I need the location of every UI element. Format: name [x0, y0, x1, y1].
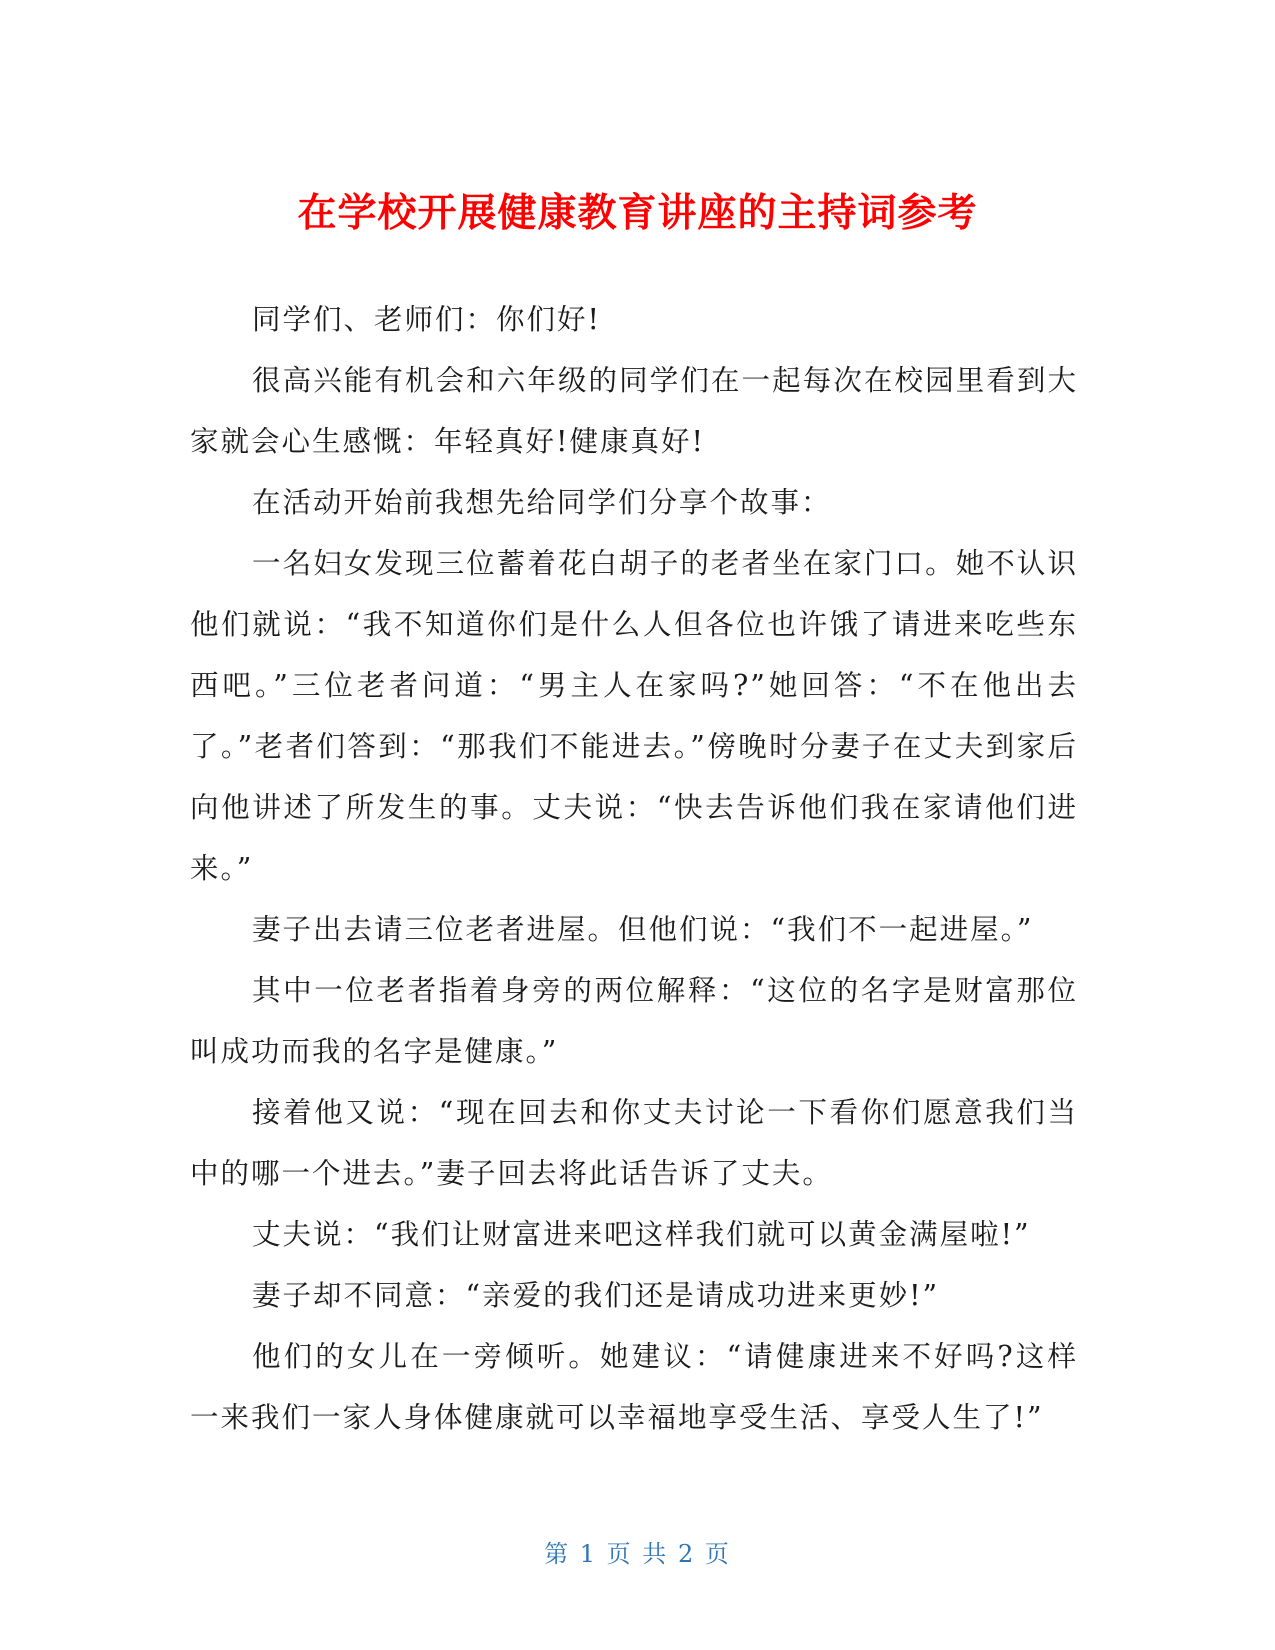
page-number-label: 第 1 页 共 2 页 [544, 1540, 731, 1568]
paragraph-story-7: 他们的女儿在一旁倾听。她建议：“请健康进来不好吗?这样一来我们一家人身体健康就可以幸福地享受生活、享受人生了!” [190, 1340, 1078, 1434]
paragraph-story-5: 丈夫说：“我们让财富进来吧这样我们就可以黄金满屋啦!” [252, 1218, 1031, 1251]
paragraph-story-4: 接着他又说：“现在回去和你丈夫讨论一下看你们愿意我们当中的哪一个进去。”妻子回去将此话告诉了丈夫。 [190, 1096, 1078, 1190]
paragraph-story-6: 妻子却不同意：“亲爱的我们还是请成功进来更妙!” [252, 1279, 940, 1312]
paragraph-greeting: 同学们、老师们：你们好! [252, 303, 601, 336]
paragraph-story-lead: 在活动开始前我想先给同学们分享个故事： [252, 486, 832, 519]
paragraph-story-2: 妻子出去请三位老者进屋。但他们说：“我们不一起进屋。” [252, 913, 1034, 946]
paragraph-intro: 很高兴能有机会和六年级的同学们在一起每次在校园里看到大家就会心生感慨：年轻真好!健康真好! [190, 364, 1078, 458]
document-title: 在学校开展健康教育讲座的主持词参考 [297, 191, 978, 237]
paragraph-story-1: 一名妇女发现三位蓄着花白胡子的老者坐在家门口。她不认识他们就说：“我不知道你们是什么人但各位也许饿了请进来吃些东西吧。”三位老者问道：“男主人在家吗?”她回答：“不在他出去了。”老者们答到：“那我们不能进去。”傍晚时分妻子在丈夫到家后向他讲述了所发生的事。丈夫说：“快去告诉他们我在家请他们进来。” [190, 547, 1078, 885]
document-body [190, 289, 1078, 1448]
paragraph-story-3: 其中一位老者指着身旁的两位解释：“这位的名字是财富那位叫成功而我的名字是健康。” [190, 974, 1078, 1068]
page-number-footer [0, 1538, 1275, 1570]
